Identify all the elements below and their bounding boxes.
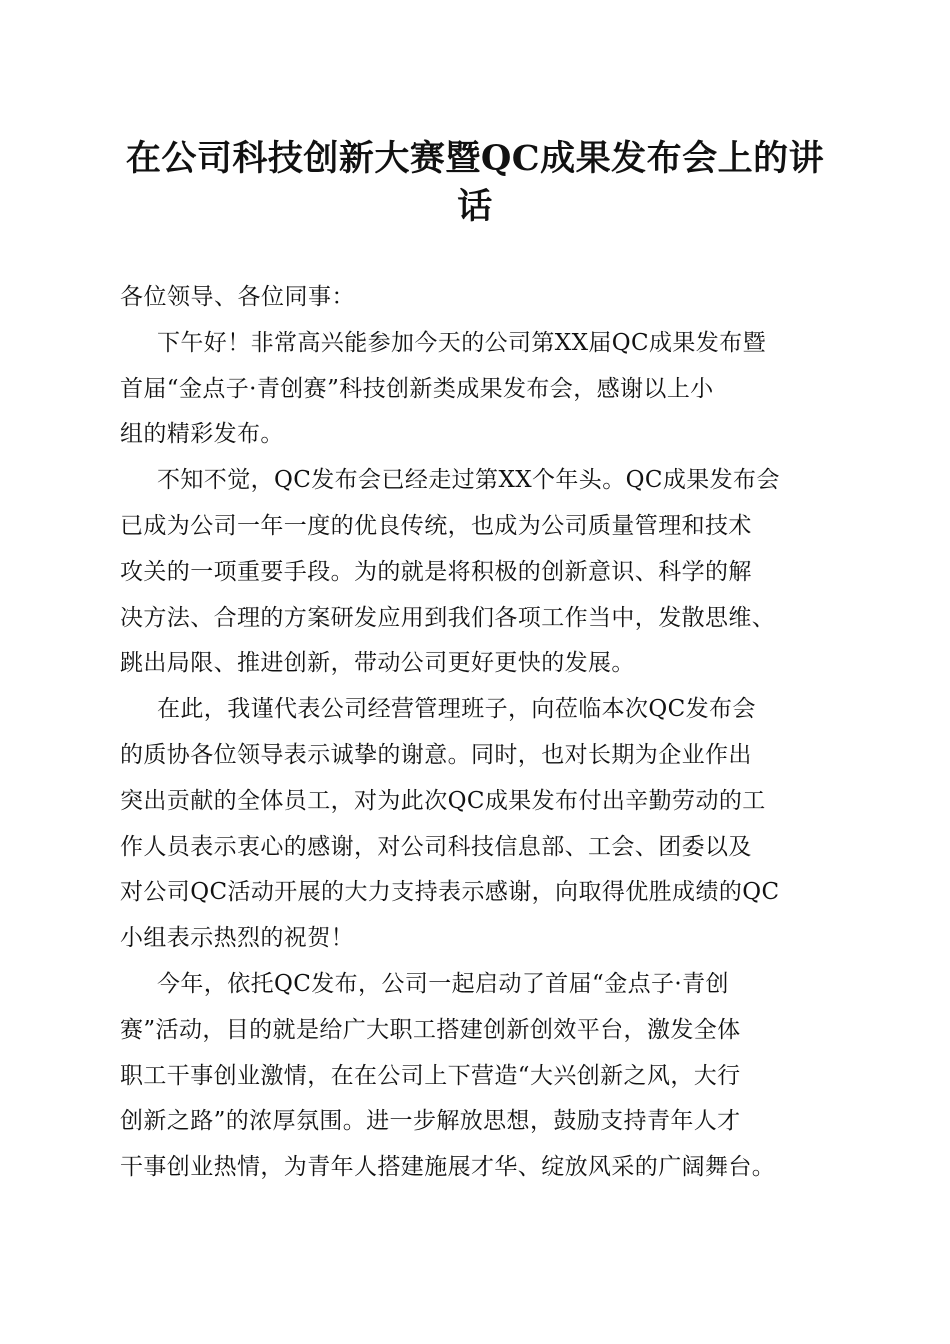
salutation: 各位领导、各位同事： — [120, 284, 355, 310]
paragraph-line: 干事创业热情，为青年人搭建施展才华、绽放风采的广阔舞台。 — [120, 1154, 776, 1181]
paragraph-line: 决方法、合理的方案研发应用到我们各项工作当中，发散思维、 — [120, 604, 776, 631]
paragraph-line: 今年，依托QC发布，公司一起启动了首届“金点子·青创 — [157, 970, 729, 997]
document-body — [120, 275, 850, 1191]
paragraph-line: 攻关的一项重要手段。为的就是将积极的创新意识、科学的解 — [120, 558, 752, 585]
paragraph-line: 跳出局限、推进创新，带动公司更好更快的发展。 — [120, 650, 635, 677]
paragraph-line: 在此，我谨代表公司经营管理班子，向莅临本次QC发布会 — [157, 696, 756, 723]
paragraph-3 — [120, 687, 850, 962]
paragraph-line: 下午好！非常高兴能参加今天的公司第XX届QC成果发布暨 — [157, 329, 767, 356]
document-title-line-2: 话 — [457, 186, 493, 227]
paragraph-line: 已成为公司一年一度的优良传统，也成为公司质量管理和技术 — [120, 512, 752, 539]
paragraph-line: 突出贡献的全体员工，对为此次QC成果发布付出辛勤劳动的工 — [120, 787, 766, 814]
paragraph-line: 首届“金点子·青创赛”科技创新类成果发布会，感谢以上小 — [120, 375, 714, 402]
paragraph-1 — [120, 321, 850, 458]
paragraph-line: 小组表示热烈的祝贺！ — [120, 925, 354, 952]
paragraph-2 — [120, 458, 850, 687]
paragraph-4 — [120, 962, 850, 1191]
paragraph-line: 创新之路”的浓厚氛围。进一步解放思想，鼓励支持青年人才 — [120, 1108, 741, 1135]
paragraph-line: 不知不觉，QC发布会已经走过第XX个年头。QC成果发布会 — [157, 467, 780, 494]
paragraph-line: 对公司QC活动开展的大力支持表示感谢，向取得优胜成绩的QC — [120, 879, 780, 906]
paragraph-line: 赛”活动，目的就是给广大职工搭建创新创效平台，激发全体 — [120, 1016, 741, 1043]
document-title-line-1: 在公司科技创新大赛暨QC成果发布会上的讲 — [125, 138, 825, 179]
paragraph-line: 组的精彩发布。 — [120, 421, 284, 448]
paragraph-line: 作人员表示衷心的感谢，对公司科技信息部、工会、团委以及 — [120, 833, 752, 860]
paragraph-line: 的质协各位领导表示诚挚的谢意。同时，也对长期为企业作出 — [120, 741, 752, 768]
paragraph-line: 职工干事创业激情，在在公司上下营造“大兴创新之风，大行 — [120, 1062, 741, 1089]
